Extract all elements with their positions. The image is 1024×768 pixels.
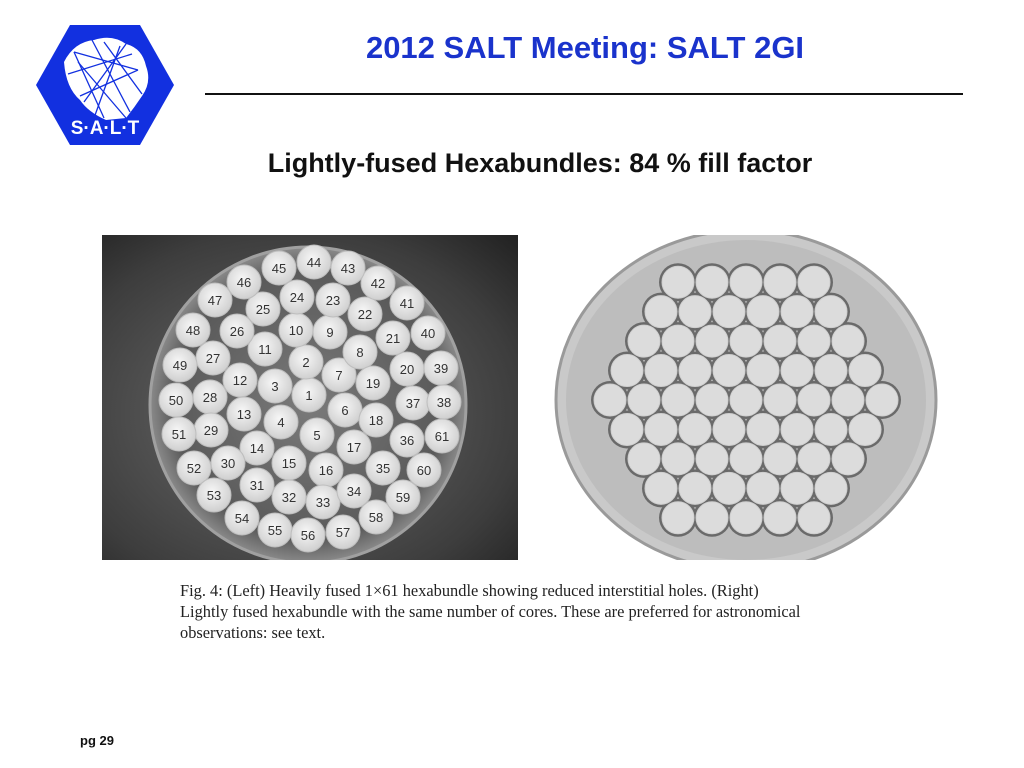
fiber-core [645, 413, 677, 445]
core-number-label: 26 [229, 324, 245, 339]
fiber-core [628, 384, 660, 416]
fiber-core [764, 443, 796, 475]
fiber-core [662, 384, 694, 416]
core-number-label: 33 [315, 495, 331, 510]
fiber-core [679, 413, 711, 445]
core-number-label: 14 [249, 441, 265, 456]
fiber-core [764, 325, 796, 357]
fiber-core [815, 296, 847, 328]
title-divider [205, 93, 963, 95]
core-number-label: 48 [185, 323, 201, 338]
fiber-core [781, 296, 813, 328]
fiber-core [662, 502, 694, 534]
fiber-core [645, 355, 677, 387]
core-number-label: 24 [289, 290, 305, 305]
logo-text: S·A·L·T [70, 118, 140, 139]
core-number-label: 52 [186, 461, 202, 476]
core-number-label: 7 [335, 368, 343, 383]
core-number-label: 57 [335, 525, 351, 540]
core-number-label: 36 [399, 433, 415, 448]
fiber-core [798, 384, 830, 416]
core-number-label: 32 [281, 490, 297, 505]
caption-line: Fig. 4: (Left) Heavily fused 1×61 hexabundle showing reduced interstitial holes. (Right) [180, 581, 759, 600]
fiber-core [696, 384, 728, 416]
fiber-core [713, 472, 745, 504]
fiber-core [611, 413, 643, 445]
core-number-label: 16 [318, 463, 334, 478]
core-number-label: 19 [365, 376, 381, 391]
core-number-label: 61 [434, 429, 450, 444]
fiber-core [679, 355, 711, 387]
core-number-label: 28 [202, 390, 218, 405]
heavily-fused-hexabundle-image [102, 235, 518, 560]
lightly-fused-hexabundle-image [518, 235, 958, 560]
fiber-core [662, 443, 694, 475]
core-number-label: 46 [236, 275, 252, 290]
core-number-label: 18 [368, 413, 384, 428]
core-number-label: 20 [399, 362, 415, 377]
fiber-core [781, 413, 813, 445]
fiber-core [781, 355, 813, 387]
core-number-label: 47 [207, 293, 223, 308]
fiber-core [764, 384, 796, 416]
fiber-core [730, 325, 762, 357]
core-number-label: 6 [341, 403, 349, 418]
core-number-label: 30 [220, 456, 236, 471]
fiber-core [730, 266, 762, 298]
fiber-core [815, 472, 847, 504]
core-number-label: 22 [357, 307, 373, 322]
fiber-core [628, 325, 660, 357]
core-number-label: 10 [288, 323, 304, 338]
core-number-label: 59 [395, 490, 411, 505]
fiber-core [798, 502, 830, 534]
core-number-label: 44 [306, 255, 322, 270]
fiber-core [832, 325, 864, 357]
core-number-label: 23 [325, 293, 341, 308]
core-number-label: 11 [258, 342, 272, 357]
core-number-label: 31 [249, 478, 265, 493]
slide-title: 2012 SALT Meeting: SALT 2GI [365, 30, 805, 65]
fiber-core [713, 296, 745, 328]
fiber-core [679, 296, 711, 328]
fiber-core [594, 384, 626, 416]
core-number-label: 41 [399, 296, 415, 311]
fiber-core [849, 355, 881, 387]
core-number-label: 42 [370, 276, 386, 291]
core-number-label: 51 [171, 427, 187, 442]
fiber-core [747, 472, 779, 504]
fiber-core [713, 413, 745, 445]
core-number-label: 25 [255, 302, 271, 317]
fiber-core [866, 384, 898, 416]
fiber-core [781, 472, 813, 504]
core-number-label: 54 [234, 511, 250, 526]
fiber-core [764, 502, 796, 534]
fiber-core [645, 296, 677, 328]
core-number-label: 40 [420, 326, 436, 341]
core-number-label: 39 [433, 361, 449, 376]
hexabundle-figure [102, 235, 958, 560]
core-number-label: 1 [305, 388, 313, 403]
salt-logo [34, 22, 176, 148]
fiber-core [611, 355, 643, 387]
core-number-label: 38 [436, 395, 452, 410]
fiber-core [798, 266, 830, 298]
core-number-label: 21 [385, 331, 401, 346]
fiber-core [747, 296, 779, 328]
core-number-label: 50 [168, 393, 184, 408]
core-number-label: 60 [416, 463, 432, 478]
core-number-label: 34 [346, 484, 362, 499]
fiber-core [628, 443, 660, 475]
core-number-label: 27 [205, 351, 221, 366]
core-number-label: 37 [405, 396, 421, 411]
core-number-label: 49 [172, 358, 188, 373]
core-number-label: 17 [346, 440, 362, 455]
core-number-label: 15 [281, 456, 297, 471]
fiber-core [696, 502, 728, 534]
core-number-label: 58 [368, 510, 384, 525]
core-number-label: 43 [340, 261, 356, 276]
caption-line: observations: see text. [180, 623, 326, 642]
core-number-label: 13 [236, 407, 252, 422]
fiber-core [662, 325, 694, 357]
core-number-label: 4 [277, 415, 285, 430]
fiber-core [832, 443, 864, 475]
fiber-core [747, 355, 779, 387]
fiber-core [798, 325, 830, 357]
page-number: pg 29 [80, 733, 114, 748]
fiber-core [696, 266, 728, 298]
core-number-label: 53 [206, 488, 222, 503]
fiber-core [730, 502, 762, 534]
fiber-core [713, 355, 745, 387]
core-number-label: 35 [375, 461, 391, 476]
fiber-core [747, 413, 779, 445]
fiber-core [679, 472, 711, 504]
fiber-core [696, 443, 728, 475]
core-number-label: 12 [232, 373, 248, 388]
fiber-core [645, 472, 677, 504]
fiber-core [730, 443, 762, 475]
caption-line: Lightly fused hexabundle with the same number of cores. These are preferred for astronomical [180, 602, 801, 621]
fiber-core [815, 355, 847, 387]
core-number-label: 2 [302, 355, 310, 370]
core-number-label: 29 [203, 423, 219, 438]
core-number-label: 45 [271, 261, 287, 276]
fiber-core [764, 266, 796, 298]
core-number-label: 8 [356, 345, 364, 360]
core-number-label: 3 [271, 379, 279, 394]
fiber-core [798, 443, 830, 475]
fiber-core [696, 325, 728, 357]
core-number-label: 5 [313, 428, 321, 443]
core-number-label: 55 [267, 523, 283, 538]
fiber-core [832, 384, 864, 416]
fiber-core [662, 266, 694, 298]
core-number-label: 9 [326, 325, 334, 340]
fiber-core [815, 413, 847, 445]
slide-subtitle: Lightly-fused Hexabundles: 84 % fill factor [267, 148, 813, 178]
fiber-core [730, 384, 762, 416]
fiber-core [849, 413, 881, 445]
core-number-label: 56 [300, 528, 316, 543]
figure-caption [180, 580, 890, 643]
